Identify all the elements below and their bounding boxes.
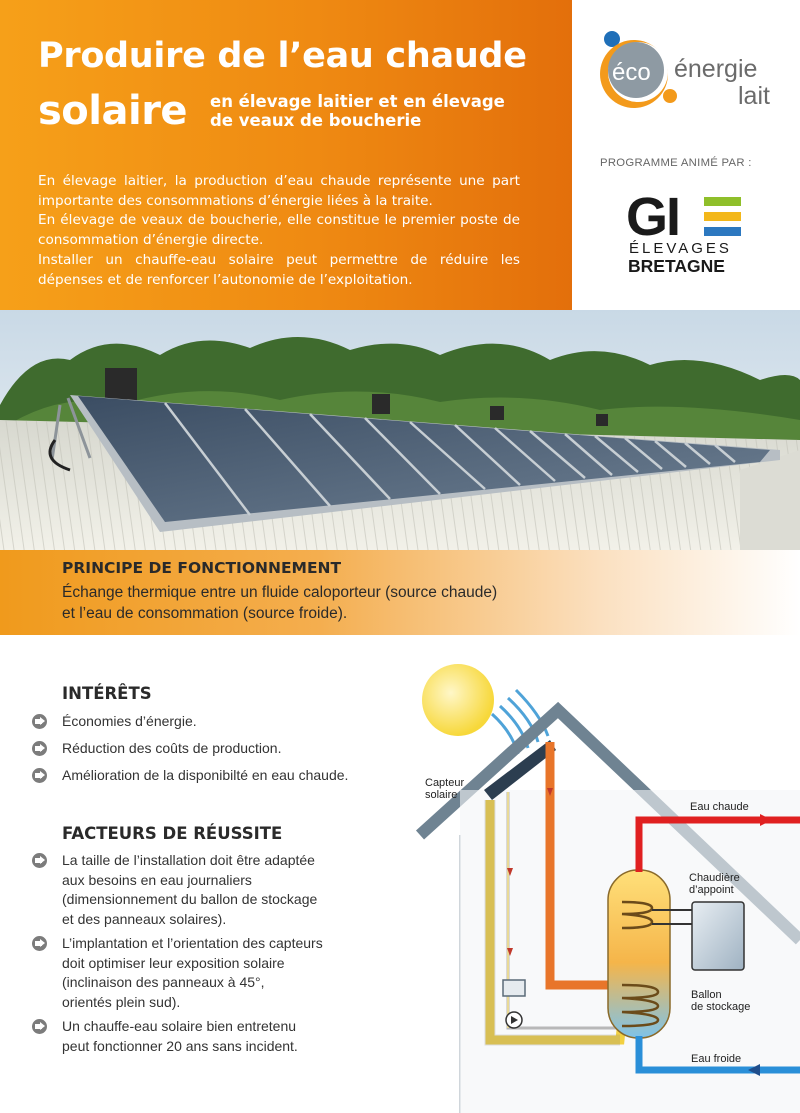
facteurs-list (32, 851, 402, 1061)
principle-title: PRINCIPE DE FONCTIONNEMENT (62, 559, 342, 577)
logo-energie-text: énergie (674, 55, 758, 83)
arrow-bullet-icon (32, 714, 47, 729)
gie-bar-green (704, 197, 741, 206)
arrow-bullet-icon (32, 936, 47, 951)
programme-label: PROGRAMME ANIMÉ PAR : (600, 157, 752, 169)
label-chaudiere: d’appoint (689, 884, 734, 896)
label-capteur: Capteur (425, 777, 465, 789)
label-eau-chaude: Eau chaude (690, 801, 749, 813)
gie-bretagne: BRETAGNE (628, 256, 725, 276)
list-item-text: aux besoins en eau journaliers (62, 871, 252, 888)
principle-band (0, 550, 800, 635)
logo-lait-text: lait (738, 82, 770, 110)
list-item-text: Économies d’énergie. (62, 713, 197, 729)
principle-line: et l’eau de consommation (source froide). (62, 605, 348, 622)
list-item (32, 851, 402, 929)
list-item-text: (dimensionnement du ballon de stockage (62, 891, 318, 907)
list-item (32, 1017, 402, 1056)
page-title-line2: solaire (38, 88, 188, 134)
label-eau-froide: Eau froide (691, 1053, 742, 1065)
label-ballon: Ballon (691, 989, 722, 1001)
list-item-text: orientés plein sud). (62, 993, 181, 1010)
list-item-text: Réduction des coûts de production. (62, 740, 282, 756)
principle-text (62, 582, 497, 624)
list-item-text: Un chauffe-eau solaire bien entretenu (62, 1018, 297, 1034)
facteurs-title: FACTEURS DE RÉUSSITE (62, 824, 283, 843)
list-item-text: L’implantation et l’orientation des capteurs (62, 935, 323, 951)
list-item-text: Amélioration de la disponibilté en eau chaude. (62, 767, 349, 783)
solar-panels-photo (0, 310, 800, 550)
arrow-bullet-icon (32, 741, 47, 756)
interets-list (32, 712, 402, 793)
backup-boiler (692, 902, 744, 970)
logo-orange-dot (663, 89, 677, 103)
controller-box (503, 980, 525, 996)
solar-water-heater-diagram (400, 640, 800, 1113)
eco-energie-lait-logo (592, 24, 782, 114)
list-item-text: doit optimiser leur exposition solaire (62, 954, 285, 971)
intro-paragraph: En élevage laitier, la production d’eau chaude représente une part importante des consommations d’énergie liées à la traite. (38, 173, 520, 209)
arrow-bullet-icon (32, 853, 47, 868)
gie-elevages-bretagne-logo (622, 185, 747, 277)
subtitle-line1: en élevage laitier et en élevage (210, 92, 505, 111)
list-item-text: (inclinaison des panneaux à 45°, (62, 974, 265, 990)
principle-line: Échange thermique entre un fluide caloporteur (source chaude) (62, 584, 498, 601)
intro-paragraph: Installer un chauffe-eau solaire peut permettre de réduire les dépenses et de renforcer l’autonomie de l’exploitation. (38, 251, 520, 288)
interets-title: INTÉRÊTS (62, 684, 152, 703)
intro-paragraph: En élevage de veaux de boucherie, elle constitue le premier poste de consommation d’énergie directe. (38, 212, 520, 249)
label-ballon: de stockage (691, 1001, 751, 1013)
list-item-text: La taille de l’installation doit être adaptée (62, 852, 315, 868)
sun-icon (422, 664, 494, 736)
label-chaudiere: Chaudière (689, 872, 740, 884)
gie-bar-blue (704, 227, 741, 236)
subtitle-line2: de veaux de boucherie (210, 111, 422, 130)
list-item (32, 739, 402, 759)
gie-elevages: ÉLEVAGES (629, 240, 732, 257)
intro-text (38, 172, 520, 290)
arrow-bullet-icon (32, 1019, 47, 1034)
gie-bar-yellow (704, 212, 741, 221)
gie-letters: GI (626, 187, 680, 247)
list-item (32, 712, 402, 732)
list-item-text: et des panneaux solaires). (62, 910, 227, 927)
logo-eco-text: éco (612, 59, 651, 86)
list-item-text: peut fonctionner 20 ans sans incident. (62, 1037, 298, 1054)
list-item (32, 766, 402, 786)
header-banner (0, 0, 572, 310)
arrow-bullet-icon (32, 768, 47, 783)
label-capteur: solaire (425, 789, 458, 801)
list-item (32, 934, 402, 1012)
page-subtitle (210, 92, 505, 130)
page-title-line1: Produire de l’eau chaude (38, 36, 527, 76)
